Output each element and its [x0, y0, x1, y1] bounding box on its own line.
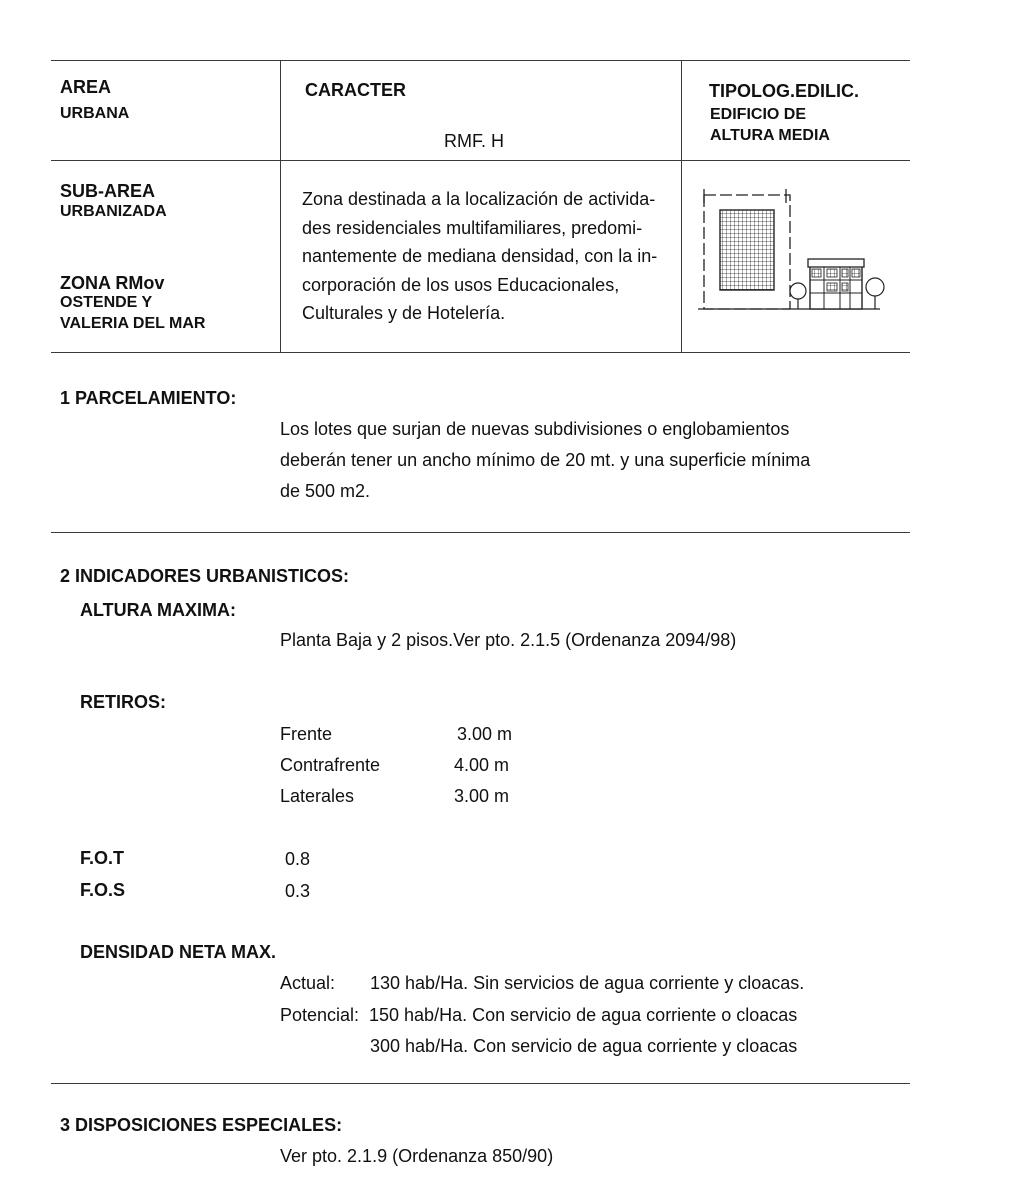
area-value: URBANA — [60, 105, 130, 122]
fot-label: F.O.T — [80, 848, 124, 868]
table-col-divider-2 — [681, 60, 682, 353]
disposiciones-value: Ver pto. 2.1.9 (Ordenanza 850/90) — [280, 1146, 554, 1166]
parcelamiento-line: deberán tener un ancho mínimo de 20 mt. y una superficie mínima — [280, 450, 811, 470]
zona-line1: OSTENDE Y — [60, 294, 153, 311]
retiros-title: RETIROS: — [80, 692, 167, 712]
disposiciones-title: 3 DISPOSICIONES ESPECIALES: — [60, 1115, 343, 1135]
tipologia-line1: EDIFICIO DE — [710, 106, 807, 123]
densidad-actual-label: Actual: — [280, 973, 336, 993]
fos-value: 0.3 — [285, 881, 311, 901]
fot-value: 0.8 — [285, 849, 311, 869]
description-line: Zona destinada a la localización de activida- — [302, 189, 656, 209]
tipologia-line2: ALTURA MEDIA — [710, 127, 830, 144]
table-top-rule — [51, 60, 910, 61]
table-bottom-rule — [51, 352, 910, 353]
tipologia-title: TIPOLOG.EDILIC. — [709, 81, 860, 101]
description-line: des residenciales multifamiliares, predomi- — [302, 217, 643, 238]
section-divider — [51, 1083, 910, 1084]
building-elevation-icon — [690, 185, 900, 320]
description-line: corporación de los usos Educacionales, — [302, 274, 620, 295]
retiro-label: Contrafrente — [280, 755, 381, 775]
subarea-title: SUB-AREA — [60, 181, 156, 201]
fos-label: F.O.S — [80, 880, 126, 900]
caracter-title: CARACTER — [305, 80, 406, 100]
retiro-value: 3.00 m — [454, 786, 510, 806]
altura-value: Planta Baja y 2 pisos.Ver pto. 2.1.5 (Ordenanza 2094/98) — [280, 630, 737, 650]
parcelamiento-title: 1 PARCELAMIENTO: — [60, 388, 237, 408]
altura-title: ALTURA MAXIMA: — [80, 600, 236, 620]
densidad-potencial-value: 300 hab/Ha. Con servicio de agua corriente y cloacas — [370, 1036, 798, 1056]
densidad-potencial-value: 150 hab/Ha. Con servicio de agua corriente o cloacas — [369, 1005, 798, 1025]
retiro-label: Laterales — [280, 786, 355, 806]
parcelamiento-text — [280, 414, 810, 507]
retiro-label: Frente — [280, 724, 333, 744]
table-mid-rule — [51, 160, 910, 161]
zone-description — [302, 185, 657, 328]
section-divider — [51, 532, 910, 533]
densidad-potencial-label: Potencial: — [280, 1005, 360, 1025]
zona-line2: VALERIA DEL MAR — [60, 315, 206, 332]
indicadores-title: 2 INDICADORES URBANISTICOS: — [60, 566, 350, 586]
retiro-value: 4.00 m — [454, 755, 510, 775]
subarea-value: URBANIZADA — [60, 203, 167, 220]
parcelamiento-line: Los lotes que surjan de nuevas subdivisiones o englobamientos — [280, 419, 790, 439]
densidad-actual-value: 130 hab/Ha. Sin servicios de agua corriente y cloacas. — [370, 973, 805, 993]
area-title: AREA — [60, 77, 112, 97]
description-line: nantemente de mediana densidad, con la in- — [302, 246, 658, 266]
table-col-divider-1 — [280, 60, 281, 353]
zona-title: ZONA RMov — [60, 273, 165, 293]
densidad-title: DENSIDAD NETA MAX. — [80, 942, 277, 962]
retiro-value: 3.00 m — [457, 724, 513, 744]
caracter-code: RMF. H — [444, 131, 504, 151]
parcelamiento-line: de 500 m2. — [280, 481, 371, 501]
description-line: Culturales y de Hotelería. — [302, 303, 506, 323]
